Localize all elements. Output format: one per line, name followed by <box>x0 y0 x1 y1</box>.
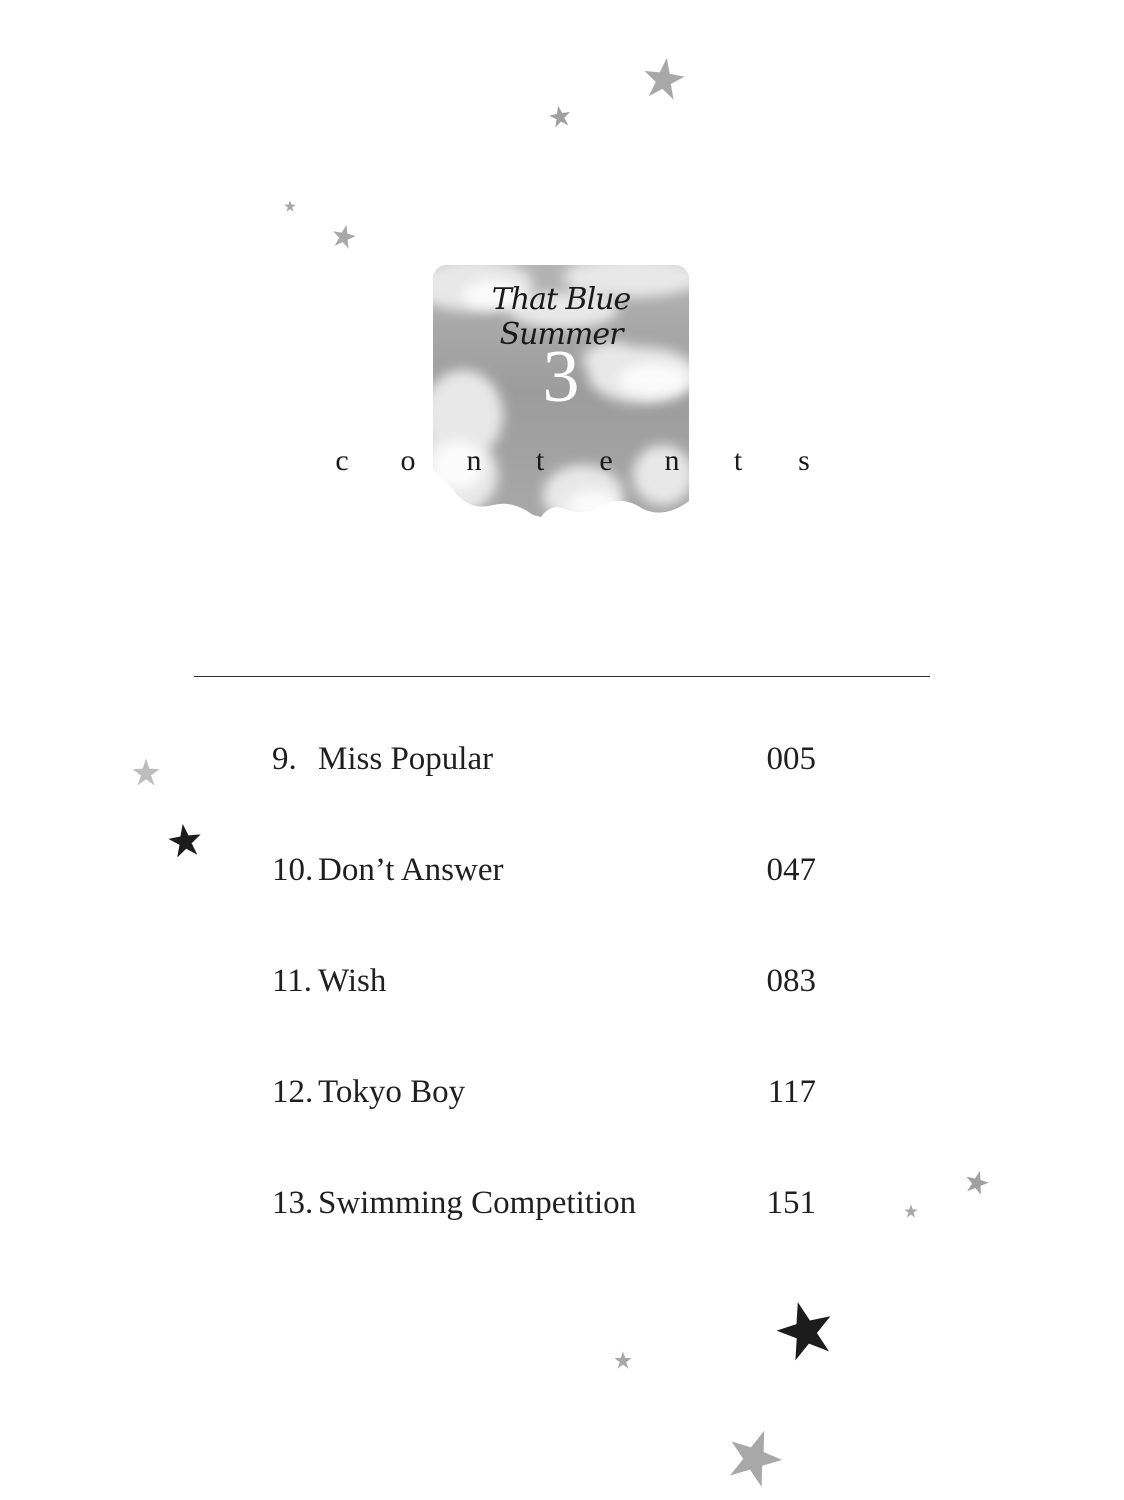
star-icon <box>614 1351 632 1369</box>
contents-letter: n <box>466 444 482 477</box>
star-icon <box>727 1420 783 1492</box>
contents-letter: c <box>335 444 349 477</box>
toc-entry[interactable] <box>272 957 832 1068</box>
star-icon <box>332 222 356 250</box>
chapter-page: 151 <box>766 1185 816 1221</box>
star-icon <box>132 757 160 787</box>
star-icon <box>549 105 571 127</box>
divider-rule <box>194 676 930 677</box>
star-icon <box>168 823 202 857</box>
volume-number: 3 <box>542 336 580 418</box>
chapter-page: 117 <box>767 1074 816 1110</box>
chapter-number: 11. <box>272 963 313 999</box>
contents-heading <box>333 444 813 478</box>
contents-letter: o <box>400 444 416 477</box>
contents-letter: s <box>798 444 810 477</box>
toc-entry[interactable] <box>272 846 832 957</box>
chapter-number: 13. <box>272 1185 314 1221</box>
chapter-title: Wish <box>318 963 387 999</box>
series-title-logo: That Blue Summer <box>491 282 631 352</box>
contents-letter: e <box>599 444 613 477</box>
star-icon <box>776 1293 834 1365</box>
star-icon <box>643 54 685 102</box>
contents-letter: n <box>664 444 680 477</box>
toc-entry[interactable] <box>272 735 832 846</box>
chapter-number: 12. <box>272 1074 314 1110</box>
contents-letter: t <box>733 444 743 477</box>
star-icon <box>284 200 296 212</box>
chapter-page: 047 <box>766 852 816 888</box>
chapter-number: 9. <box>272 741 297 777</box>
chapter-page: 005 <box>766 741 816 777</box>
toc-entry[interactable] <box>272 1179 832 1290</box>
contents-letter: t <box>535 444 545 477</box>
chapter-title: Swimming Competition <box>318 1185 637 1221</box>
chapter-title: Don’t Answer <box>318 852 504 888</box>
toc-entry[interactable] <box>272 1068 832 1179</box>
chapter-number: 10. <box>272 852 314 888</box>
star-icon <box>904 1204 918 1218</box>
table-of-contents <box>272 735 832 1290</box>
chapter-title: Miss Popular <box>318 741 494 777</box>
chapter-page: 083 <box>766 963 816 999</box>
star-icon <box>965 1170 989 1194</box>
chapter-title: Tokyo Boy <box>318 1074 466 1110</box>
